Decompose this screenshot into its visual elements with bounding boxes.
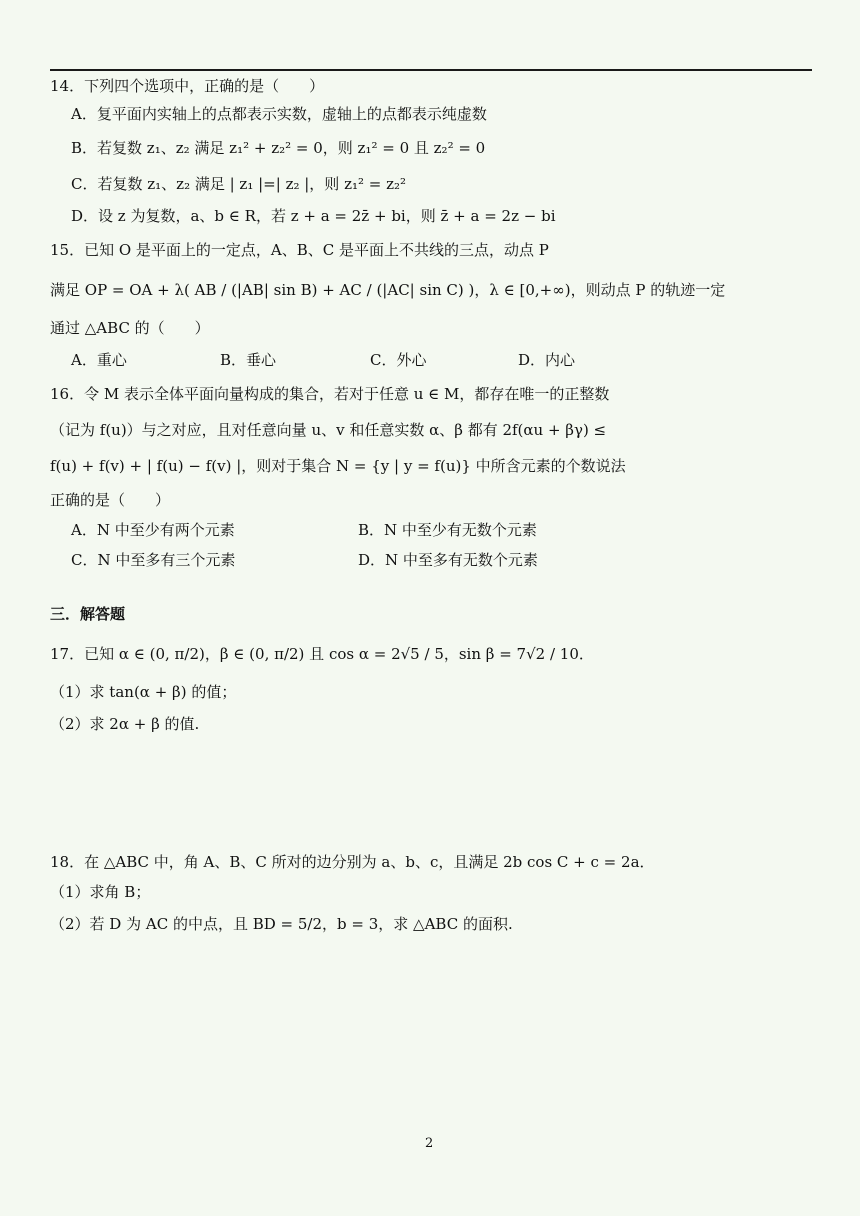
q15-option-b: B．垂心 <box>220 351 277 369</box>
q17-stem: 17．已知 α ∈ (0, π/2)，β ∈ (0, π/2) 且 cos α = 2√5 / 5，sin β = 7√2 / 10． <box>50 645 594 663</box>
q18-part2: （2）若 D 为 AC 的中点，且 BD = 5/2，b = 3，求 △ABC 的面积. <box>50 915 513 933</box>
top-rule <box>50 69 812 71</box>
q15-line3: 通过 △ABC 的（ ） <box>50 319 210 337</box>
q16-option-c: C．N 中至多有三个元素 <box>71 551 236 569</box>
q16-line4: 正确的是（ ） <box>50 491 171 509</box>
q15-line1: 15．已知 O 是平面上的一定点，A、B、C 是平面上不共线的三点，动点 P <box>50 241 549 259</box>
q16-line1: 16．令 M 表示全体平面向量构成的集合，若对于任意 u ∈ M，都存在唯一的正整数 <box>50 385 610 403</box>
q17-part2: （2）求 2α + β 的值. <box>50 715 200 733</box>
section-heading: 三．解答题 <box>50 605 126 623</box>
q14-option-b: B．若复数 z₁、z₂ 满足 z₁² + z₂² = 0，则 z₁² = 0 且 z₂² = 0 <box>71 139 486 157</box>
q16-option-a: A．N 中至少有两个元素 <box>71 521 235 539</box>
q15-line2: 满足 OP = OA + λ( AB / (|AB| sin B) + AC / (|AC| sin C) )，λ ∈ [0,+∞)，则动点 P 的轨迹一定 <box>50 281 726 299</box>
q16-option-b: B．N 中至少有无数个元素 <box>358 521 537 539</box>
q17-part1: （1）求 tan(α + β) 的值； <box>50 683 237 701</box>
q18-part1: （1）求角 B； <box>50 883 151 901</box>
q18-stem: 18．在 △ABC 中，角 A、B、C 所对的边分别为 a、b、c，且满足 2b cos C + c = 2a． <box>50 853 655 871</box>
q14-option-a: A．复平面内实轴上的点都表示实数，虚轴上的点都表示纯虚数 <box>71 105 487 123</box>
q14-stem: 14．下列四个选项中，正确的是（ ） <box>50 77 325 95</box>
page-number: 2 <box>425 1136 434 1151</box>
q15-option-a: A．重心 <box>71 351 127 369</box>
q14-option-d: D．设 z 为复数，a、b ∈ R，若 z + a = 2z̄ + bi，则 z̄ + a = 2z − bi <box>71 207 556 225</box>
q16-option-d: D．N 中至多有无数个元素 <box>358 551 538 569</box>
q16-line2: （记为 f(u)）与之对应，且对任意向量 u、v 和任意实数 α、β 都有 2f(αu + βγ) ≤ <box>50 421 607 439</box>
q15-option-d: D．内心 <box>518 351 576 369</box>
q16-line3: f(u) + f(v) + | f(u) − f(v) |，则对于集合 N = {y | y = f(u)} 中所含元素的个数说法 <box>50 457 626 475</box>
q14-option-c: C．若复数 z₁、z₂ 满足 | z₁ |=| z₂ |，则 z₁² = z₂² <box>71 175 407 193</box>
q15-option-c: C．外心 <box>370 351 427 369</box>
